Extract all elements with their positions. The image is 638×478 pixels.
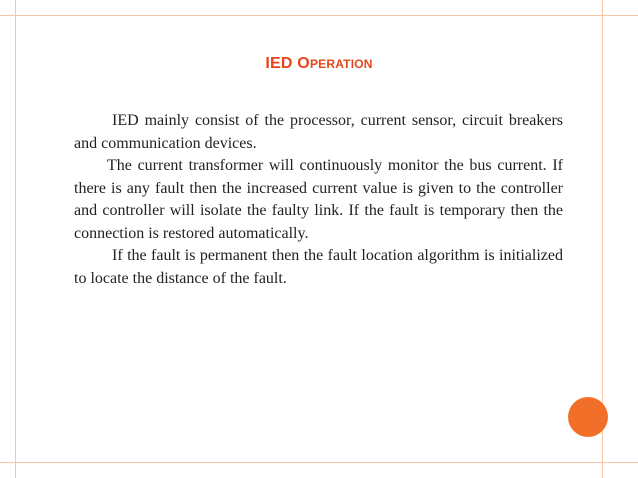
slide-border-bottom bbox=[0, 462, 638, 463]
paragraph-3: If the fault is permanent then the fault location algorithm is initialized to locate the distance of the fault. bbox=[74, 247, 563, 287]
paragraph-2: The current transformer will continuously monitor the bus current. If there is any fault then the increased current value is given to the controller and controller will isolate the faulty link. If the fault is temporary then the connection is restored automatically. bbox=[74, 157, 563, 242]
slide-border-top bbox=[0, 15, 638, 16]
paragraph-1: IED mainly consist of the processor, current sensor, circuit breakers and communication devices. bbox=[74, 112, 563, 152]
title-rest: PERATION bbox=[309, 57, 373, 71]
slide-body bbox=[74, 110, 563, 290]
slide-title bbox=[0, 55, 638, 73]
title-word-ied: IED bbox=[265, 55, 293, 72]
decorative-orange-circle bbox=[568, 397, 608, 437]
title-initial-o: O bbox=[297, 55, 310, 72]
